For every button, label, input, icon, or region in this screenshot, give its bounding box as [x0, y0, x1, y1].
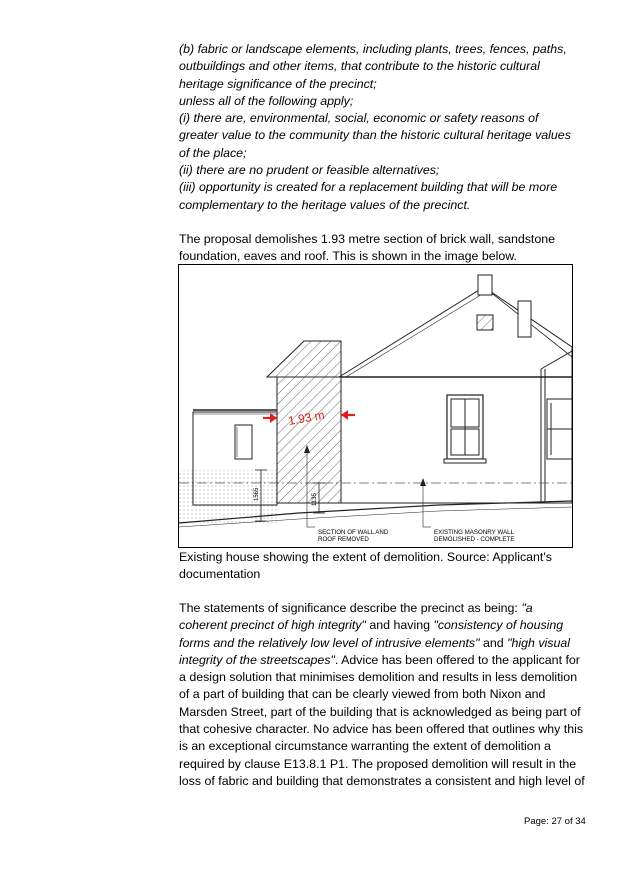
figure-caption [179, 549, 579, 584]
window-sill [444, 459, 486, 463]
quote-run: "high visual [507, 635, 571, 650]
demolished-roof [267, 341, 341, 377]
text-line: Marsden Street, part of the building that is acknowledged as being part of [179, 704, 581, 719]
text-line: The proposal demolishes 1.93 metre section of brick wall, sandstone [179, 232, 556, 246]
text-run: The statements of significance describe the precinct as being: [179, 601, 522, 615]
quoted-clause-text [179, 41, 579, 214]
text-line: heritage significance of the precinct; [179, 76, 377, 91]
text-line: (i) there are, environmental, social, economic or safety reasons of [179, 111, 539, 126]
elevation-drawing [179, 265, 572, 547]
quote-run: forms and the relatively low level of intrusive elements" [179, 635, 480, 650]
text-line [179, 617, 579, 634]
text-run: and having [365, 618, 434, 633]
text-line: is an exceptional circumstance warranting the extent of demolition a [179, 739, 551, 754]
note-wall-removed: ROOF REMOVED [318, 536, 369, 543]
roof-vent [477, 315, 493, 330]
demolished-wall [277, 377, 341, 503]
main-roof [339, 287, 572, 377]
text-line: of a part of building that can be clearly viewed from both Nixon and [179, 687, 546, 702]
note-existing-wall: EXISTING MASONRY WALL [434, 529, 514, 536]
dimension-label-1135: 1135 [312, 493, 318, 506]
fence [179, 470, 277, 525]
text-run: and [479, 635, 508, 650]
text-line: required by clause E13.8.1 P1. The proposed demolition will result in the [179, 756, 577, 771]
dimension-label-1565: 1565 [254, 487, 260, 501]
text-line: complementary to the heritage values of the precinct. [179, 197, 471, 212]
text-line: a design solution that minimises demolition and results in less demolition [179, 670, 578, 685]
text-line: (iii) opportunity is created for a replacement building that will be more [179, 180, 558, 195]
text-line: Existing house showing the extent of demolition. Source: Applicant's [179, 550, 552, 564]
text-line [179, 652, 579, 669]
chimney [518, 301, 531, 337]
text-line [179, 600, 579, 617]
text-line: unless all of the following apply; [179, 93, 354, 108]
note-existing-wall: DEMOLISHED - COMPLETE [434, 536, 515, 543]
text-line: (ii) there are no prudent or feasible alternatives; [179, 163, 440, 178]
chimney [478, 275, 492, 295]
text-line: greater value to the community than the historic cultural heritage values [179, 128, 571, 143]
text-line: outbuildings and other items, that contribute to the historic cultural [179, 59, 540, 74]
demolition-width-label: 1.93 m [287, 407, 326, 428]
text-line: documentation [179, 567, 261, 582]
page-number: Page: 27 of 34 [524, 816, 586, 827]
text-line: (b) fabric or landscape elements, including plants, trees, fences, paths, [179, 42, 567, 56]
quote-run: coherent precinct of high integrity" [179, 618, 366, 633]
text-line: that cohesive character. No advice has been offered that outlines why this [179, 722, 584, 737]
quote-run: "consistency of housing [433, 618, 564, 633]
quote-run: integrity of the streetscapes" [179, 652, 335, 667]
text-run: . Advice has been offered to the applicant for [334, 652, 580, 667]
significance-paragraph [179, 600, 585, 790]
demolition-elevation-figure [178, 264, 573, 548]
text-line: loss of fabric and building that demonstrates a consistent and high level of [179, 773, 585, 788]
note-wall-removed: SECTION OF WALL AND [318, 529, 389, 536]
quote-run: "a [521, 601, 533, 615]
text-line: foundation, eaves and roof. This is shown in the image below. [179, 249, 517, 264]
text-line: of the place; [179, 145, 247, 160]
text-line [179, 635, 579, 652]
window [235, 425, 252, 459]
proposal-paragraph [179, 231, 579, 266]
